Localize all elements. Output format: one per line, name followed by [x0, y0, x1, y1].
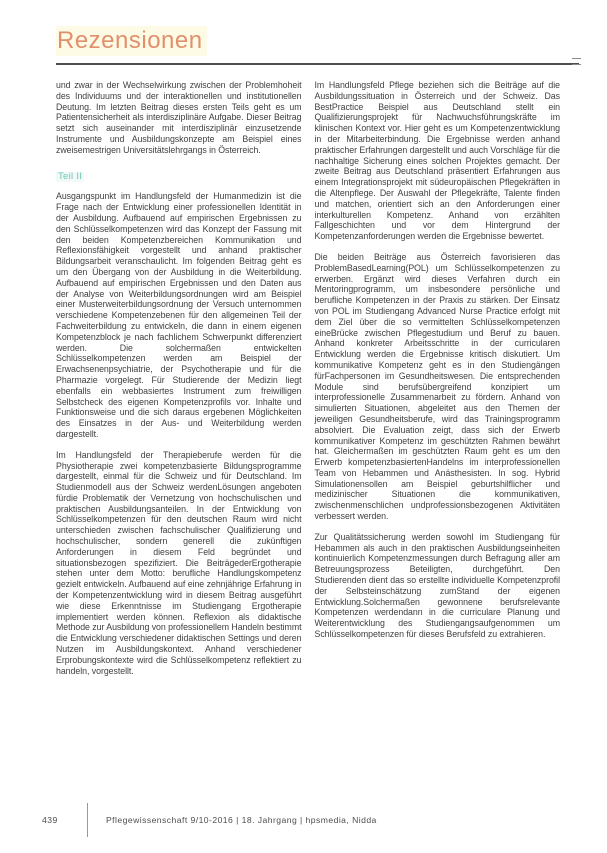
rule-end-mark	[572, 58, 581, 65]
journal-info: Pflegewissenschaft 9/10-2016 | 18. Jahrgang | hpsmedia, Nidda	[106, 815, 377, 825]
page-header	[0, 0, 607, 65]
right-column	[315, 80, 561, 686]
paragraph-pflege: Im Handlungsfeld Pflege beziehen sich die Beiträge auf die Ausbildungssituation in Österreich und der Schweiz. Das BestPractice Beispiel aus Deutschland stellt ein Qualifizierungsprojekt für Nachwuchsführungskräfte im klinischen Kontext vor. Hier geht es um Kompetenzentwicklung in der Mitarbeiterbindung. Die Ergebnisse werden anhand praktischer Erfahrungen dargestellt und auch Vorschläge für die nachhaltige Sicherung eines solchen Projektes gemacht. Der zweite Beitrag aus Deutschland präsentiert Erfahrungen aus einem Integrationsprojekt mit südeuropäischen Pflegekräften in die Altenpflege. Der Auswahl der Pflegekräfte, Talente finden und matchen, orientiert sich an den Anforderungen einer interkulturellen Kompetenz. Anhand von erzählten Fallgeschichten und vor dem Hintergrund der Kompetenzanforderungen werden die Ergebnisse bewertet.	[314, 80, 560, 242]
page-title: Rezensionen	[56, 26, 207, 56]
footer-divider	[87, 803, 88, 837]
left-column	[56, 80, 302, 686]
page-number: 439	[42, 815, 58, 825]
text-columns	[0, 65, 607, 686]
page-footer	[42, 803, 377, 837]
header-rule	[56, 63, 579, 65]
paragraph-humanmedizin: Ausgangspunkt im Handlungsfeld der Humanmedizin ist die Frage nach der Entwicklung einer professionellen Identität in der Ausbildung. Aufbauend auf empirischen Ergebnissen zu den Schlüsselkompetenzen wird das Konzept der Fassung mit den beiden Kompetenzbereichen Kommunikation und Reflexionsfähigkeit vorgestellt und anhand praktischer Bildungsarbeit veranschaulicht. Im folgenden Beitrag geht es um den Übergang von der Ausbildung in die Weiterbildung. Aufbauend auf empirischen Ergebnissen und den Daten aus der Analyse von Weiterbildungsordnungen wird am Beispiel einer Musterweiterbildungsordnung der Versuch unternommen verschiedene Kompetenzebenen für den allgemeinen Teil der Fachweiterbildung zu entwickeln, die dann in einem eigenen Kompetenzblock je nach fachlichem Schwerpunkt differenziert werden. Die solchermaßen entwickelten Schlüsselkompetenzen werden am Beispiel der Erwachsenenpsychiatrie, der Psychotherapie und für die Pharmazie vorgelegt. Für Studierende der Medizin liegt ebenfalls ein webbasiertes Instrument zum freiwilligen Selbstcheck des eigenen Kompetenzprofils vor. Inhalte und Funktionsweise und die sich daraus ergebenen Möglichkeiten des Einsatzes in der Aus- und Weiterbildung werden dargestellt.	[56, 191, 302, 439]
paragraph-qualitaetssicherung: Zur Qualitätssicherung werden sowohl im Studiengang für Hebammen als auch in den praktischen Ausbildungseinheiten kontinuierlich Kompetenzmessungen durch Befragung aller am Betreuungsprozess Beteiligten, durchgeführt. Den Studierenden dient das so erstellte individuelle Kompetenzprofil der Selbsteinschätzung zumStand der eigenen Entwicklung.Solchermaßen gewonnene berufsrelevante Kompetenzen werdendann in die curriculare Planung und Weiterentwicklung des Studiengangsaufgenommen um Schlüsselkompetenzen für dieses Berufsfeld zu extrahieren.	[314, 531, 560, 640]
paragraph-intro: und zwar in der Wechselwirkung zwischen der Problemhoheit des Individuums und der interaktionellen und institutionellen Deutung. Im letzten Beitrag dieses ersten Teils geht es um Patientensicherheit als interdisziplinäre Aufgabe. Dieser Beitrag setzt sich auseinander mit interdisziplinär einzusetzende Instrumente und Ausbildungskonzepte am Beispiel eines zweisemestrigen Universitätslehrgangs in Österreich.	[56, 80, 302, 155]
paragraph-oesterreich-pol: Die beiden Beiträge aus Österreich favorisieren das ProblemBasedLearning(POL) um Schlüsselkompetenzen zu erwerben. Ergänzt wird dieses Verfahren durch ein Mentoringprogramm, um insbesondere persönliche und berufliche Kompetenzen in der Praxis zu stärken. Der Einsatz von POL im Studiengang Advanced Nurse Practice erfolgt mit dem Ziel über die so vermittelten Schlüsselkompetenzen eineBrücke zwischen Pflegestudium und Beruf zu bauen. Anhand konkreter Arbeitsschritte in der curricularen Entwicklung werden die Ergebnisse kritisch diskutiert. Um kommunikative Kompetenz geht es in den Studiengängen fürFachpersonen im Gesundheitswesen. Die entsprechenden Module sind berufsübergreifend konzipiert um interprofessionelle Zusammenarbeit zu fördern. Anhand von simulierten Situationen, abgeleitet aus den Themen der jeweiligen Gesundheitsberufe, wird das Trainingsprogramm absolviert. Die Evaluation zeigt, dass sich der Erwerb kommunikativer Kompetenz im geschützten Rahmen bewährt hat. Gleichermaßen im geschützten Raum geht es um den Erwerb kompetenzbasiertenHandelns im interprofessionellen Team von Hebammen und Anästhesisten. In sog. Hybrid Simulationensollen am Beispiel geburtshilflicher und medizinischer Situationen die kommunikativen, zwischenmenschlichen undprofessionsbezogenen Aktivitäten verbessert werden.	[314, 251, 560, 522]
section-heading-teil-ii: Teil II	[58, 170, 83, 182]
paragraph-therapieberufe: Im Handlungsfeld der Therapieberufe werden für die Physiotherapie zwei kompetenzbasierte Bildungsprogramme dargestellt, einmal für die Schweiz und für Deutschland. Im Studienmodell aus der Schweiz werdenLösungen angeboten fürdie Problematik der Vernetzung von hochschulischen und praktischen Ausbildungsanteilen. In der Entwicklung von Schlüsselkompetenzen für den deutschen Raum wird nicht unterschieden zwischen fachschulischer Qualifizierung und hochschulischer, sondern generell die zukünftigen Anforderungen in diesem Feld begründet und situationsbezogen spezifiziert. Die BeiträgederErgotherapie stehen unter dem Motto: berufliche Handlungskompetenz gezielt entwickeln. Aufbauend auf eine zehnjährige Erfahrung in der Kompetenzentwicklung wird in diesem Beitrag ausgeführt wie diese Erkenntnisse im Studiengang Ergotherapie implementiert werden können. Reflexion als didaktische Methode zur Ausbildung von professionellem Handeln bestimmt die Entwicklung verschiedener didaktischen Settings und deren Nutzen im Ausbildungskontext. Anhand verschiedener Erprobungskontexte wird die Schlüsselkompetenz reflektiert zu handeln, vorgestellt.	[56, 449, 302, 676]
